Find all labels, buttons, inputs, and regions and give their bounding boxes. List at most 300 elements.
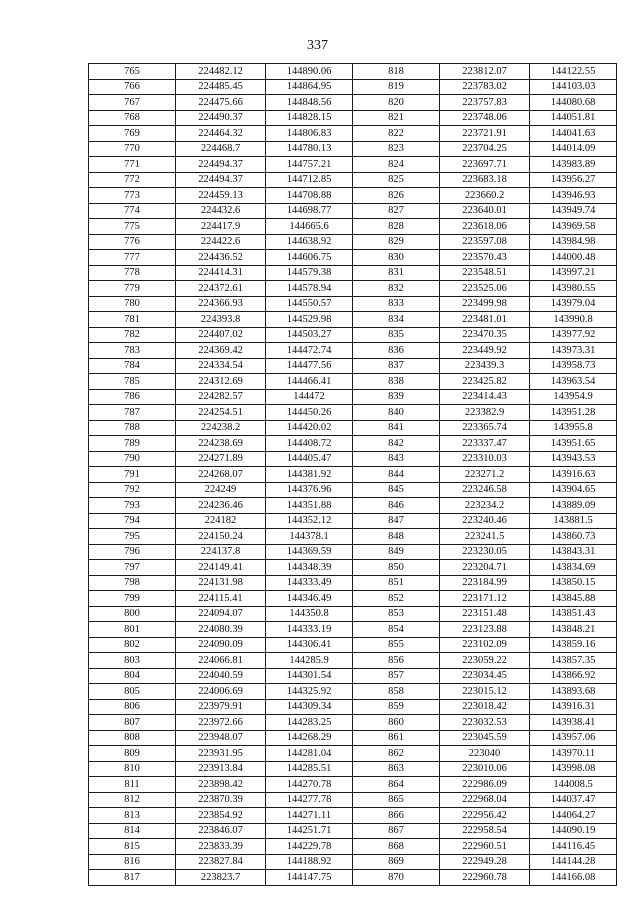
x-coordinate-right-cell: 223704.25	[440, 141, 530, 157]
y-coordinate-left-cell: 144408.72	[266, 436, 353, 452]
x-coordinate-left-cell: 224249	[176, 482, 266, 498]
y-coordinate-right-cell: 143904.65	[530, 482, 617, 498]
coordinates-table-body	[89, 64, 617, 886]
x-coordinate-right-cell: 223570.43	[440, 250, 530, 266]
x-coordinate-right-cell: 223449.92	[440, 343, 530, 359]
y-coordinate-right-cell: 143954.9	[530, 389, 617, 405]
y-coordinate-left-cell: 144638.92	[266, 234, 353, 250]
point-number-right-cell: 865	[353, 792, 440, 808]
table-row	[89, 79, 617, 95]
table-row	[89, 777, 617, 793]
x-coordinate-left-cell: 223870.39	[176, 792, 266, 808]
x-coordinate-left-cell: 224485.45	[176, 79, 266, 95]
x-coordinate-right-cell: 223271.2	[440, 467, 530, 483]
y-coordinate-right-cell: 144090.19	[530, 823, 617, 839]
table-row	[89, 498, 617, 514]
page-number: 337	[307, 38, 328, 53]
point-number-left-cell: 799	[89, 591, 176, 607]
x-coordinate-right-cell: 223783.02	[440, 79, 530, 95]
y-coordinate-right-cell: 144116.45	[530, 839, 617, 855]
table-row	[89, 513, 617, 529]
y-coordinate-right-cell: 143946.93	[530, 188, 617, 204]
point-number-left-cell: 794	[89, 513, 176, 529]
y-coordinate-right-cell: 144051.81	[530, 110, 617, 126]
table-row	[89, 141, 617, 157]
y-coordinate-right-cell: 143998.08	[530, 761, 617, 777]
point-number-right-cell: 843	[353, 451, 440, 467]
point-number-right-cell: 859	[353, 699, 440, 715]
table-row	[89, 312, 617, 328]
point-number-left-cell: 781	[89, 312, 176, 328]
x-coordinate-left-cell: 224236.46	[176, 498, 266, 514]
point-number-right-cell: 827	[353, 203, 440, 219]
table-row	[89, 715, 617, 731]
point-number-left-cell: 796	[89, 544, 176, 560]
x-coordinate-left-cell: 224490.37	[176, 110, 266, 126]
point-number-left-cell: 779	[89, 281, 176, 297]
x-coordinate-left-cell: 223846.07	[176, 823, 266, 839]
x-coordinate-right-cell: 222949.28	[440, 854, 530, 870]
y-coordinate-left-cell: 144281.04	[266, 746, 353, 762]
point-number-left-cell: 807	[89, 715, 176, 731]
x-coordinate-right-cell: 223337.47	[440, 436, 530, 452]
y-coordinate-left-cell: 144268.29	[266, 730, 353, 746]
table-row	[89, 870, 617, 886]
x-coordinate-right-cell: 222960.51	[440, 839, 530, 855]
x-coordinate-right-cell: 223171.12	[440, 591, 530, 607]
point-number-left-cell: 810	[89, 761, 176, 777]
point-number-left-cell: 804	[89, 668, 176, 684]
point-number-left-cell: 787	[89, 405, 176, 421]
x-coordinate-right-cell: 223618.06	[440, 219, 530, 235]
point-number-right-cell: 866	[353, 808, 440, 824]
x-coordinate-right-cell: 223597.08	[440, 234, 530, 250]
y-coordinate-left-cell: 144712.85	[266, 172, 353, 188]
point-number-right-cell: 864	[353, 777, 440, 793]
x-coordinate-right-cell: 223010.06	[440, 761, 530, 777]
x-coordinate-left-cell: 223854.92	[176, 808, 266, 824]
point-number-left-cell: 803	[89, 653, 176, 669]
point-number-right-cell: 860	[353, 715, 440, 731]
x-coordinate-left-cell: 224254.51	[176, 405, 266, 421]
point-number-right-cell: 819	[353, 79, 440, 95]
point-number-left-cell: 811	[89, 777, 176, 793]
y-coordinate-right-cell: 143963.54	[530, 374, 617, 390]
table-row	[89, 839, 617, 855]
point-number-left-cell: 773	[89, 188, 176, 204]
y-coordinate-right-cell: 143951.28	[530, 405, 617, 421]
table-row	[89, 405, 617, 421]
y-coordinate-left-cell: 144350.8	[266, 606, 353, 622]
y-coordinate-left-cell: 144325.92	[266, 684, 353, 700]
y-coordinate-left-cell: 144550.57	[266, 296, 353, 312]
point-number-left-cell: 801	[89, 622, 176, 638]
x-coordinate-left-cell: 224238.2	[176, 420, 266, 436]
point-number-right-cell: 828	[353, 219, 440, 235]
x-coordinate-right-cell: 222960.78	[440, 870, 530, 886]
table-row	[89, 420, 617, 436]
y-coordinate-left-cell: 144285.51	[266, 761, 353, 777]
y-coordinate-right-cell: 144144.28	[530, 854, 617, 870]
point-number-left-cell: 777	[89, 250, 176, 266]
x-coordinate-right-cell: 223184.99	[440, 575, 530, 591]
y-coordinate-right-cell: 143938.41	[530, 715, 617, 731]
y-coordinate-left-cell: 144271.11	[266, 808, 353, 824]
y-coordinate-right-cell: 144008.5	[530, 777, 617, 793]
point-number-left-cell: 793	[89, 498, 176, 514]
x-coordinate-left-cell: 224066.81	[176, 653, 266, 669]
y-coordinate-left-cell: 144665.6	[266, 219, 353, 235]
y-coordinate-right-cell: 143955.8	[530, 420, 617, 436]
x-coordinate-right-cell: 223721.91	[440, 126, 530, 142]
table-row	[89, 560, 617, 576]
y-coordinate-left-cell: 144333.19	[266, 622, 353, 638]
table-row	[89, 699, 617, 715]
x-coordinate-left-cell: 224468.7	[176, 141, 266, 157]
x-coordinate-left-cell: 224464.32	[176, 126, 266, 142]
x-coordinate-right-cell: 223481.01	[440, 312, 530, 328]
point-number-right-cell: 835	[353, 327, 440, 343]
point-number-right-cell: 858	[353, 684, 440, 700]
y-coordinate-right-cell: 144103.03	[530, 79, 617, 95]
x-coordinate-right-cell: 223414.43	[440, 389, 530, 405]
y-coordinate-left-cell: 144578.94	[266, 281, 353, 297]
y-coordinate-left-cell: 144378.1	[266, 529, 353, 545]
x-coordinate-left-cell: 224268.07	[176, 467, 266, 483]
y-coordinate-right-cell: 143984.98	[530, 234, 617, 250]
point-number-left-cell: 789	[89, 436, 176, 452]
point-number-right-cell: 852	[353, 591, 440, 607]
table-row	[89, 250, 617, 266]
y-coordinate-right-cell: 143834.69	[530, 560, 617, 576]
y-coordinate-left-cell: 144708.88	[266, 188, 353, 204]
point-number-left-cell: 766	[89, 79, 176, 95]
table-row	[89, 281, 617, 297]
x-coordinate-right-cell: 223040	[440, 746, 530, 762]
x-coordinate-left-cell: 224459.13	[176, 188, 266, 204]
point-number-right-cell: 824	[353, 157, 440, 173]
table-row	[89, 172, 617, 188]
y-coordinate-right-cell: 143997.21	[530, 265, 617, 281]
x-coordinate-left-cell: 224436.52	[176, 250, 266, 266]
x-coordinate-right-cell: 223018.42	[440, 699, 530, 715]
coordinates-table	[88, 63, 617, 886]
point-number-left-cell: 806	[89, 699, 176, 715]
x-coordinate-left-cell: 223833.39	[176, 839, 266, 855]
x-coordinate-right-cell: 223683.18	[440, 172, 530, 188]
point-number-right-cell: 867	[353, 823, 440, 839]
x-coordinate-right-cell: 223812.07	[440, 64, 530, 80]
table-row	[89, 823, 617, 839]
x-coordinate-left-cell: 224282.57	[176, 389, 266, 405]
y-coordinate-right-cell: 143859.16	[530, 637, 617, 653]
point-number-right-cell: 833	[353, 296, 440, 312]
table-row	[89, 296, 617, 312]
table-row	[89, 265, 617, 281]
x-coordinate-right-cell: 222956.42	[440, 808, 530, 824]
point-number-left-cell: 815	[89, 839, 176, 855]
table-row	[89, 746, 617, 762]
point-number-right-cell: 870	[353, 870, 440, 886]
point-number-left-cell: 783	[89, 343, 176, 359]
y-coordinate-right-cell: 143848.21	[530, 622, 617, 638]
y-coordinate-right-cell: 143970.11	[530, 746, 617, 762]
y-coordinate-right-cell: 144041.63	[530, 126, 617, 142]
y-coordinate-right-cell: 143857.35	[530, 653, 617, 669]
point-number-left-cell: 808	[89, 730, 176, 746]
x-coordinate-left-cell: 224312.69	[176, 374, 266, 390]
point-number-right-cell: 862	[353, 746, 440, 762]
point-number-right-cell: 869	[353, 854, 440, 870]
y-coordinate-right-cell: 143845.88	[530, 591, 617, 607]
x-coordinate-left-cell: 224182	[176, 513, 266, 529]
point-number-right-cell: 854	[353, 622, 440, 638]
y-coordinate-left-cell: 144450.26	[266, 405, 353, 421]
x-coordinate-left-cell: 224238.69	[176, 436, 266, 452]
y-coordinate-left-cell: 144376.96	[266, 482, 353, 498]
y-coordinate-left-cell: 144606.75	[266, 250, 353, 266]
point-number-right-cell: 868	[353, 839, 440, 855]
y-coordinate-right-cell: 144080.68	[530, 95, 617, 111]
x-coordinate-left-cell: 224090.09	[176, 637, 266, 653]
point-number-right-cell: 849	[353, 544, 440, 560]
table-row	[89, 668, 617, 684]
y-coordinate-left-cell: 144251.71	[266, 823, 353, 839]
point-number-left-cell: 780	[89, 296, 176, 312]
y-coordinate-right-cell: 143893.68	[530, 684, 617, 700]
y-coordinate-left-cell: 144229.78	[266, 839, 353, 855]
point-number-left-cell: 776	[89, 234, 176, 250]
table-row	[89, 110, 617, 126]
table-row	[89, 529, 617, 545]
x-coordinate-left-cell: 224393.8	[176, 312, 266, 328]
point-number-right-cell: 841	[353, 420, 440, 436]
x-coordinate-right-cell: 223045.59	[440, 730, 530, 746]
y-coordinate-left-cell: 144188.92	[266, 854, 353, 870]
point-number-left-cell: 769	[89, 126, 176, 142]
x-coordinate-right-cell: 223697.71	[440, 157, 530, 173]
y-coordinate-right-cell: 143969.58	[530, 219, 617, 235]
y-coordinate-left-cell: 144369.59	[266, 544, 353, 560]
x-coordinate-left-cell: 223979.91	[176, 699, 266, 715]
point-number-left-cell: 817	[89, 870, 176, 886]
point-number-right-cell: 832	[353, 281, 440, 297]
y-coordinate-right-cell: 144064.27	[530, 808, 617, 824]
y-coordinate-left-cell: 144579.38	[266, 265, 353, 281]
point-number-left-cell: 798	[89, 575, 176, 591]
x-coordinate-right-cell: 223151.48	[440, 606, 530, 622]
point-number-left-cell: 795	[89, 529, 176, 545]
y-coordinate-right-cell: 143866.92	[530, 668, 617, 684]
table-row	[89, 451, 617, 467]
x-coordinate-right-cell: 223230.05	[440, 544, 530, 560]
x-coordinate-right-cell: 223757.83	[440, 95, 530, 111]
y-coordinate-left-cell: 144466.41	[266, 374, 353, 390]
table-row	[89, 188, 617, 204]
point-number-right-cell: 822	[353, 126, 440, 142]
y-coordinate-left-cell: 144306.41	[266, 637, 353, 653]
y-coordinate-left-cell: 144301.54	[266, 668, 353, 684]
y-coordinate-left-cell: 144698.77	[266, 203, 353, 219]
x-coordinate-left-cell: 224006.69	[176, 684, 266, 700]
y-coordinate-left-cell: 144270.78	[266, 777, 353, 793]
table-row	[89, 606, 617, 622]
point-number-right-cell: 834	[353, 312, 440, 328]
x-coordinate-right-cell: 223015.12	[440, 684, 530, 700]
x-coordinate-right-cell: 222986.09	[440, 777, 530, 793]
x-coordinate-right-cell: 223640.01	[440, 203, 530, 219]
y-coordinate-right-cell: 143949.74	[530, 203, 617, 219]
point-number-left-cell: 767	[89, 95, 176, 111]
point-number-right-cell: 861	[353, 730, 440, 746]
point-number-right-cell: 842	[353, 436, 440, 452]
point-number-right-cell: 844	[353, 467, 440, 483]
x-coordinate-left-cell: 224150.24	[176, 529, 266, 545]
x-coordinate-right-cell: 223032.53	[440, 715, 530, 731]
y-coordinate-left-cell: 144757.21	[266, 157, 353, 173]
point-number-right-cell: 829	[353, 234, 440, 250]
y-coordinate-right-cell: 143881.5	[530, 513, 617, 529]
y-coordinate-left-cell: 144348.39	[266, 560, 353, 576]
x-coordinate-right-cell: 223439.3	[440, 358, 530, 374]
point-number-right-cell: 836	[353, 343, 440, 359]
x-coordinate-left-cell: 224372.61	[176, 281, 266, 297]
y-coordinate-right-cell: 143979.04	[530, 296, 617, 312]
y-coordinate-right-cell: 143851.43	[530, 606, 617, 622]
point-number-left-cell: 772	[89, 172, 176, 188]
x-coordinate-left-cell: 223823.7	[176, 870, 266, 886]
x-coordinate-right-cell: 223382.9	[440, 405, 530, 421]
y-coordinate-right-cell: 143860.73	[530, 529, 617, 545]
x-coordinate-left-cell: 223913.84	[176, 761, 266, 777]
x-coordinate-right-cell: 222958.54	[440, 823, 530, 839]
point-number-left-cell: 802	[89, 637, 176, 653]
table-row	[89, 327, 617, 343]
y-coordinate-right-cell: 143850.15	[530, 575, 617, 591]
table-row	[89, 358, 617, 374]
y-coordinate-right-cell: 143973.31	[530, 343, 617, 359]
y-coordinate-right-cell: 143843.31	[530, 544, 617, 560]
x-coordinate-left-cell: 224137.8	[176, 544, 266, 560]
x-coordinate-right-cell: 223499.98	[440, 296, 530, 312]
table-row	[89, 622, 617, 638]
y-coordinate-right-cell: 144122.55	[530, 64, 617, 80]
y-coordinate-left-cell: 144147.75	[266, 870, 353, 886]
x-coordinate-left-cell: 224366.93	[176, 296, 266, 312]
y-coordinate-right-cell: 144166.08	[530, 870, 617, 886]
point-number-right-cell: 845	[353, 482, 440, 498]
point-number-left-cell: 797	[89, 560, 176, 576]
x-coordinate-right-cell: 223660.2	[440, 188, 530, 204]
x-coordinate-left-cell: 224494.37	[176, 172, 266, 188]
point-number-left-cell: 784	[89, 358, 176, 374]
point-number-right-cell: 839	[353, 389, 440, 405]
table-row	[89, 544, 617, 560]
x-coordinate-left-cell: 223972.66	[176, 715, 266, 731]
y-coordinate-left-cell: 144472.74	[266, 343, 353, 359]
y-coordinate-right-cell: 143951.65	[530, 436, 617, 452]
y-coordinate-right-cell: 143916.31	[530, 699, 617, 715]
x-coordinate-left-cell: 224271.89	[176, 451, 266, 467]
point-number-left-cell: 770	[89, 141, 176, 157]
table-row	[89, 730, 617, 746]
point-number-left-cell: 816	[89, 854, 176, 870]
table-row	[89, 203, 617, 219]
table-row	[89, 467, 617, 483]
point-number-left-cell: 782	[89, 327, 176, 343]
table-row	[89, 761, 617, 777]
x-coordinate-right-cell: 222968.04	[440, 792, 530, 808]
y-coordinate-left-cell: 144477.56	[266, 358, 353, 374]
table-row	[89, 591, 617, 607]
x-coordinate-right-cell: 223525.06	[440, 281, 530, 297]
point-number-left-cell: 785	[89, 374, 176, 390]
point-number-right-cell: 831	[353, 265, 440, 281]
x-coordinate-right-cell: 223365.74	[440, 420, 530, 436]
y-coordinate-left-cell: 144283.25	[266, 715, 353, 731]
y-coordinate-right-cell: 143990.8	[530, 312, 617, 328]
point-number-left-cell: 813	[89, 808, 176, 824]
y-coordinate-left-cell: 144780.13	[266, 141, 353, 157]
x-coordinate-right-cell: 223246.58	[440, 482, 530, 498]
point-number-right-cell: 825	[353, 172, 440, 188]
y-coordinate-left-cell: 144333.49	[266, 575, 353, 591]
x-coordinate-right-cell: 223034.45	[440, 668, 530, 684]
y-coordinate-left-cell: 144381.92	[266, 467, 353, 483]
table-row	[89, 792, 617, 808]
x-coordinate-left-cell: 224482.12	[176, 64, 266, 80]
y-coordinate-right-cell: 143980.55	[530, 281, 617, 297]
y-coordinate-left-cell: 144864.95	[266, 79, 353, 95]
x-coordinate-right-cell: 223240.46	[440, 513, 530, 529]
point-number-left-cell: 814	[89, 823, 176, 839]
y-coordinate-left-cell: 144848.56	[266, 95, 353, 111]
table-row	[89, 126, 617, 142]
y-coordinate-left-cell: 144503.27	[266, 327, 353, 343]
table-row	[89, 653, 617, 669]
table-row	[89, 95, 617, 111]
point-number-left-cell: 792	[89, 482, 176, 498]
x-coordinate-right-cell: 223748.06	[440, 110, 530, 126]
x-coordinate-left-cell: 223827.84	[176, 854, 266, 870]
table-row	[89, 684, 617, 700]
point-number-left-cell: 805	[89, 684, 176, 700]
x-coordinate-right-cell: 223425.82	[440, 374, 530, 390]
y-coordinate-right-cell: 144037.47	[530, 792, 617, 808]
table-row	[89, 637, 617, 653]
x-coordinate-right-cell: 223310.03	[440, 451, 530, 467]
point-number-left-cell: 768	[89, 110, 176, 126]
y-coordinate-left-cell: 144828.15	[266, 110, 353, 126]
point-number-right-cell: 856	[353, 653, 440, 669]
y-coordinate-right-cell: 143916.63	[530, 467, 617, 483]
x-coordinate-left-cell: 224417.9	[176, 219, 266, 235]
point-number-right-cell: 818	[353, 64, 440, 80]
point-number-left-cell: 778	[89, 265, 176, 281]
table-row	[89, 808, 617, 824]
y-coordinate-right-cell: 143983.89	[530, 157, 617, 173]
y-coordinate-left-cell: 144420.02	[266, 420, 353, 436]
y-coordinate-left-cell: 144890.06	[266, 64, 353, 80]
table-row	[89, 389, 617, 405]
point-number-left-cell: 800	[89, 606, 176, 622]
point-number-right-cell: 857	[353, 668, 440, 684]
x-coordinate-right-cell: 223548.51	[440, 265, 530, 281]
point-number-right-cell: 830	[353, 250, 440, 266]
y-coordinate-right-cell: 143958.73	[530, 358, 617, 374]
point-number-right-cell: 847	[353, 513, 440, 529]
x-coordinate-left-cell: 223898.42	[176, 777, 266, 793]
